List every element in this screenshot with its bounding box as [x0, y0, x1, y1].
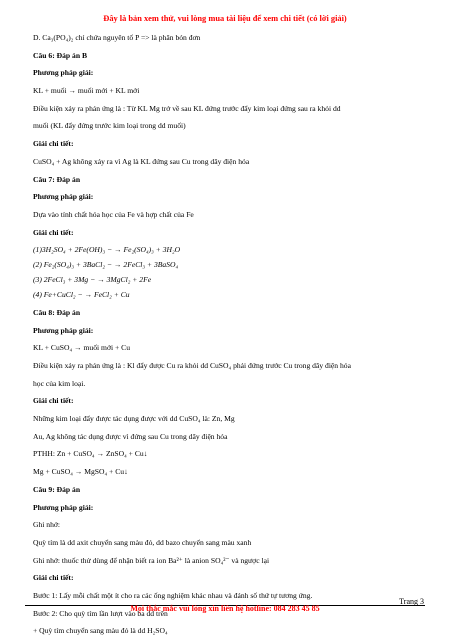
text-line: học của kim loại. — [33, 378, 86, 388]
document-body — [33, 33, 425, 635]
text-line: Bước 2: Cho quỳ tím lần lượt vào ba dd trên — [33, 608, 168, 618]
text-line: Mg + CuSO₄ → MgSO₄ + Cu↓ — [33, 467, 128, 477]
text-line: D. Ca₃(PO₄)₂ chỉ chứa nguyên tố P => là phân bón đơn — [33, 33, 201, 42]
equation: (1)3H₂SO₄ + 2Fe(OH)₃ − → Fe₂(SO₄)₃ + 3H₂O — [33, 245, 181, 255]
method-heading: Phương pháp giải: — [33, 502, 94, 512]
preview-banner: Đây là bản xem thử, vui lòng mua tài liệu để xem chi tiết (có lời giải) — [103, 14, 347, 23]
equation: (4) Fe+CuCl₂ − → FeCl₂ + Cu — [33, 290, 130, 300]
text-line: Quỳ tím là dd axit chuyển sang màu đỏ, dd bazo chuyển sang màu xanh — [33, 537, 252, 547]
question-heading: Câu 7: Đáp án — [33, 174, 81, 184]
hotline-footer: Mọi thắc mắc vui lòng xin liên hệ hotline: 084 283 45 85 — [130, 604, 320, 613]
text-line: Bước 1: Lấy mỗi chất một ít cho ra các ống nghiệm khác nhau và đánh số thứ tự tương ứng. — [33, 590, 313, 600]
text-line: KL + muối → muối mới + KL mới — [33, 86, 140, 96]
method-heading: Phương pháp giải: — [33, 325, 94, 335]
solution-heading: Giải chi tiết: — [33, 573, 74, 583]
equation: (2) Fe₂(SO₄)₃ + 3BaCl₂ − → 2FeCl₃ + 3BaSO₄ — [33, 260, 179, 270]
text-line: Ghi nhớ: — [33, 520, 61, 530]
equation: (3) 2FeCl₃ + 3Mg − → 3MgCl₂ + 2Fe — [33, 275, 152, 285]
method-heading: Phương pháp giải: — [33, 68, 94, 78]
text-line: Dựa vào tính chất hóa học của Fe và hợp chất của Fe — [33, 209, 194, 219]
question-heading: Câu 9: Đáp án — [33, 484, 81, 494]
question-heading: Câu 8: Đáp án — [33, 307, 81, 317]
solution-heading: Giải chi tiết: — [33, 139, 74, 149]
solution-heading: Giải chi tiết: — [33, 227, 74, 237]
text-line: Ghi nhớ: thuốc thử dùng để nhận biết ra ion Ba²⁺ là anion SO₄²⁻ và ngược lại — [33, 555, 270, 565]
solution-heading: Giải chi tiết: — [33, 396, 74, 406]
question-heading: Câu 6: Đáp án B — [33, 50, 88, 60]
text-line: Điều kiện xảy ra phản ứng là : Từ KL Mg trở về sau KL đứng trước đẩy kim loại đứng sau ra khỏi dd — [33, 103, 341, 113]
text-line: Những kim loại đẩy được tác dụng được với dd CuSO₄ là: Zn, Mg — [33, 414, 235, 424]
page-number: Trang 3 — [399, 597, 424, 606]
text-line: CuSO₄ + Ag không xảy ra vì Ag là KL đứng sau Cu trong dãy điện hóa — [33, 156, 250, 166]
text-line: Au, Ag không tác dụng được vì đứng sau Cu trong dãy điện hóa — [33, 431, 228, 441]
method-heading: Phương pháp giải: — [33, 192, 94, 202]
text-line: Điều kiện xảy ra phản ứng là : Kl đẩy được Cu ra khỏi dd CuSO₄ phải đứng trước Cu trong dãy điện hóa — [33, 361, 351, 370]
text-line: KL + CuSO₄ → muối mới + Cu — [33, 343, 131, 353]
text-line: PTHH: Zn + CuSO₄ → ZnSO₄ + Cu↓ — [33, 449, 148, 459]
text-line: + Quỳ tím chuyển sang màu đỏ là dd H₂SO₄ — [33, 626, 168, 636]
text-line: muối (KL đẩy đứng trước kim loại trong dd muối) — [33, 121, 186, 131]
